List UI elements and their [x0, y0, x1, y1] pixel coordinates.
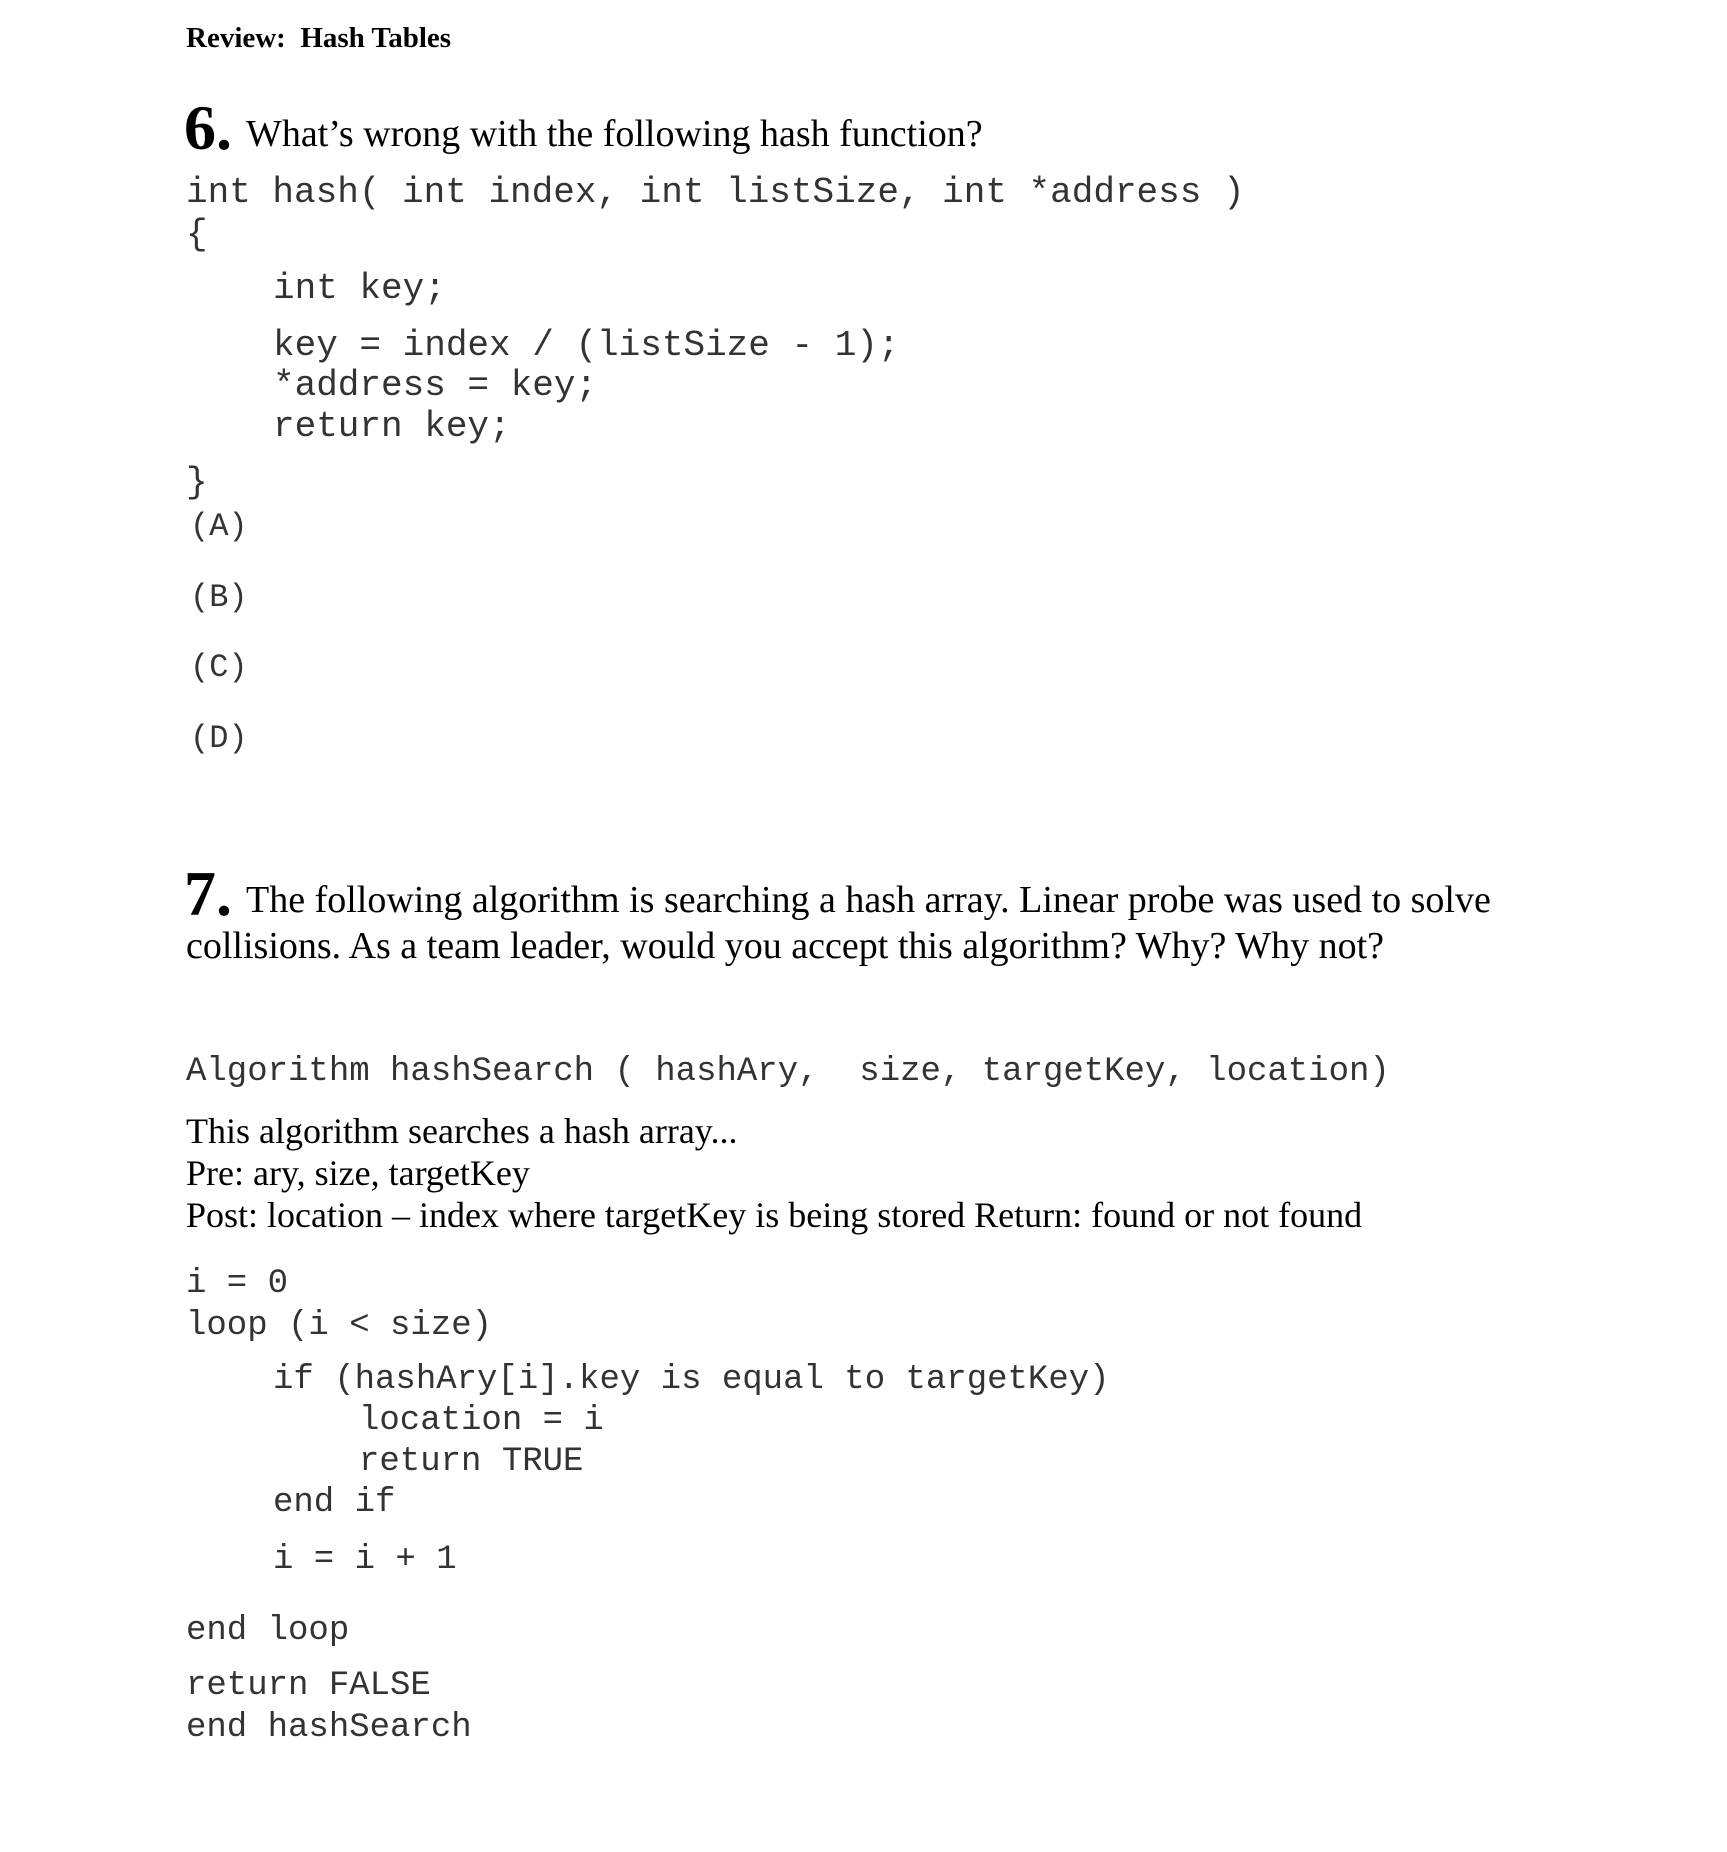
algorithm-pre: Pre: ary, size, targetKey	[186, 1153, 530, 1193]
option-b: (B)	[190, 579, 248, 616]
code-line: end hashSearch	[186, 1709, 472, 1747]
code-line: location = i	[359, 1402, 604, 1440]
page-title: Review: Hash Tables	[186, 22, 452, 54]
algorithm-description: This algorithm searches a hash array...	[186, 1111, 738, 1151]
code-line: int key;	[273, 268, 446, 309]
code-line: loop (i < size)	[186, 1307, 493, 1345]
code-open-brace: {	[186, 214, 208, 255]
option-d: (D)	[190, 720, 248, 757]
question-7-number: 7.	[184, 858, 232, 929]
code-close-brace: }	[186, 462, 208, 503]
question-6-prompt: What’s wrong with the following hash function?	[246, 113, 983, 155]
code-line: return key;	[273, 406, 511, 447]
algorithm-header: Algorithm hashSearch ( hashAry, size, targetKey, location)	[186, 1053, 1390, 1091]
option-a: (A)	[190, 508, 248, 545]
code-line: i = 0	[186, 1265, 289, 1303]
code-line: i = i + 1	[273, 1541, 457, 1579]
option-c: (C)	[190, 649, 248, 686]
code-line: if (hashAry[i].key is equal to targetKey)	[273, 1361, 1110, 1399]
code-line: return FALSE	[186, 1667, 431, 1705]
code-line: end loop	[186, 1612, 350, 1650]
algorithm-post: Post: location – index where targetKey is being stored Return: found or not found	[186, 1195, 1363, 1235]
question-7-prompt-line-2: collisions. As a team leader, would you accept this algorithm? Why? Why not?	[186, 925, 1385, 967]
code-line: end if	[273, 1484, 396, 1522]
code-line: *address = key;	[273, 365, 598, 406]
code-line: key = index / (listSize - 1);	[273, 325, 900, 366]
question-7-prompt-line-1: The following algorithm is searching a hash array. Linear probe was used to solve	[246, 879, 1491, 921]
code-line: return TRUE	[359, 1443, 584, 1481]
question-6-number: 6.	[184, 92, 232, 163]
code-signature: int hash( int index, int listSize, int *address )	[186, 172, 1245, 213]
